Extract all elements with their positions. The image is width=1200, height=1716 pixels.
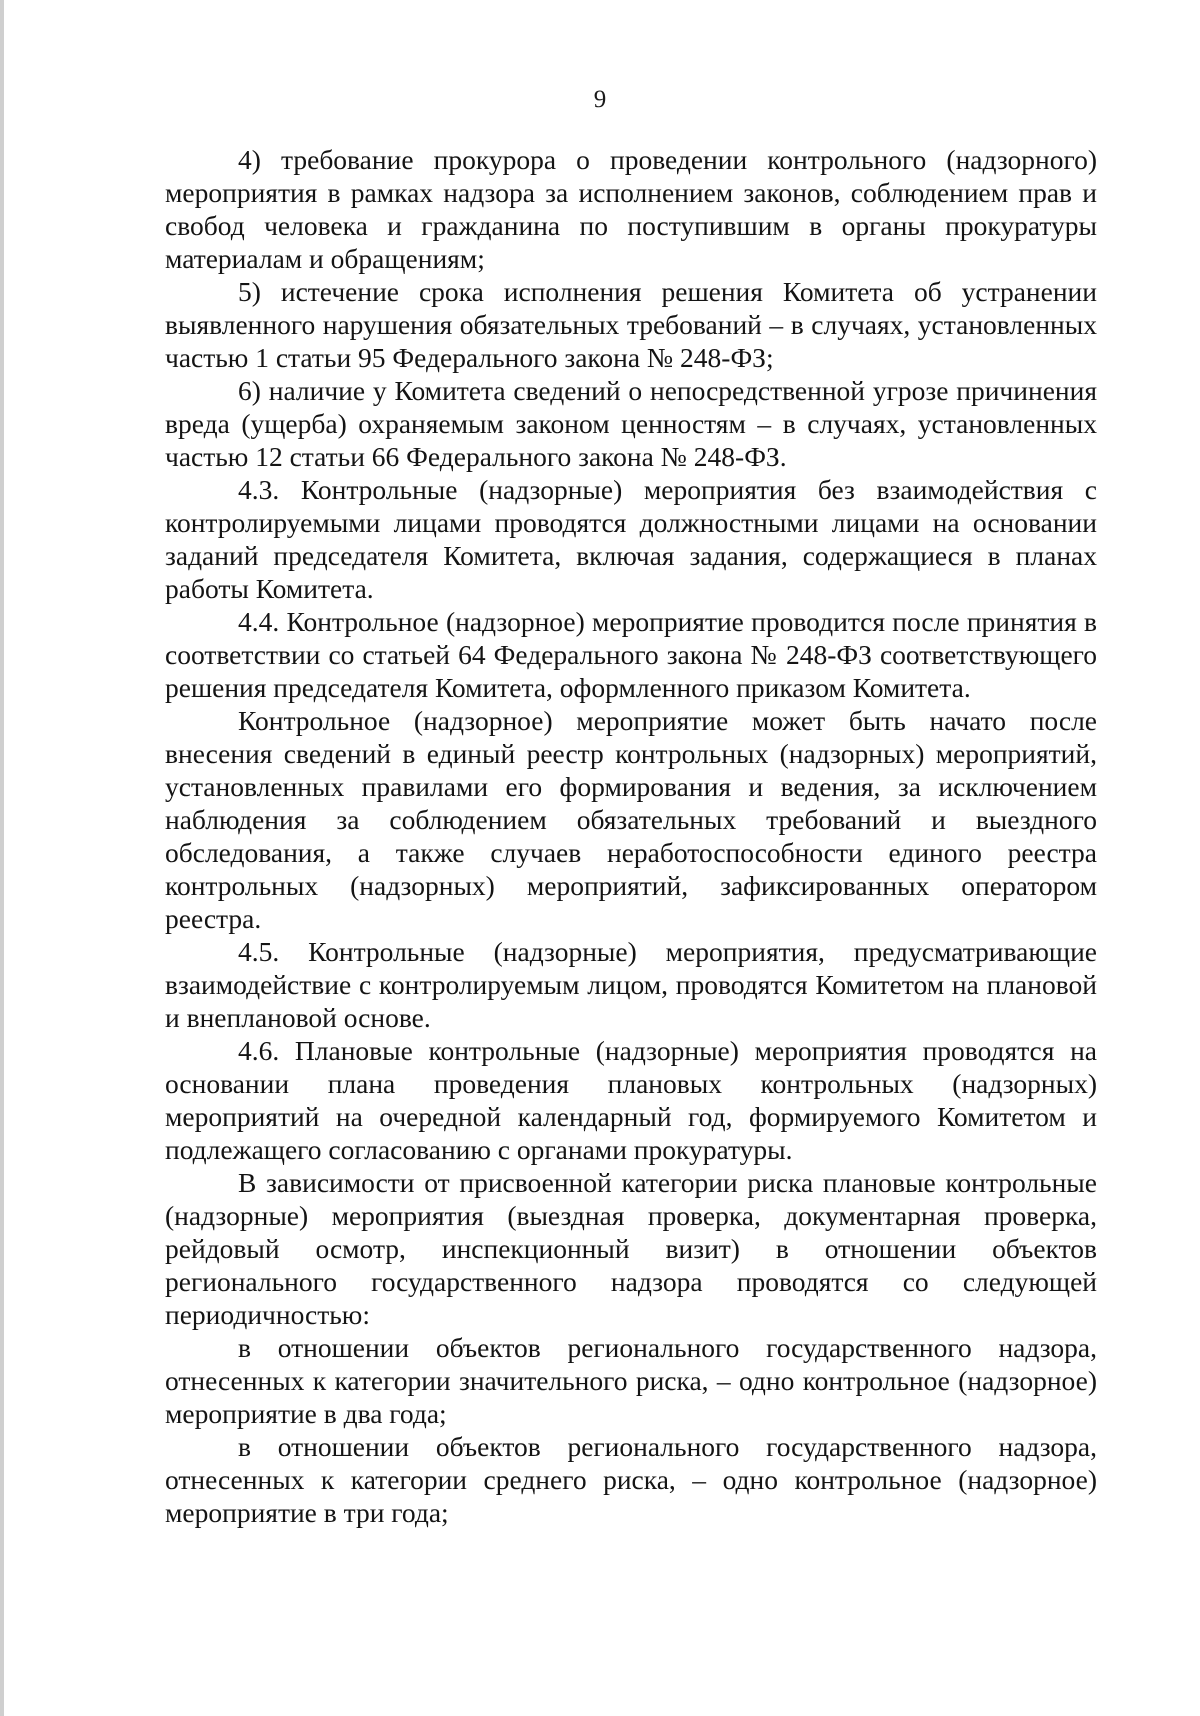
paragraph-item-6: 6) наличие у Комитета сведений о непосредственной угрозе причинения вреда (ущерба) охраняемым законом ценностям – в случаях, установленных частью 12 статьи 66 Федерального закона № 248-ФЗ. — [165, 375, 1097, 472]
page-number: 9 — [593, 86, 607, 113]
scan-edge — [0, 0, 4, 1716]
paragraph-4-4-continued: Контрольное (надзорное) мероприятие может быть начато после внесения сведений в единый реестр контрольных (надзорных) мероприятий, установленных правилами его формирования и ведения, за исключением наблюдения за соблюдением обязательных требований и выездного обследования, а также случаев неработоспособности единого реестра контрольных (надзорных) мероприятий, зафиксированных оператором реестра. — [165, 705, 1097, 934]
paragraph-item-4: 4) требование прокурора о проведении контрольного (надзорного) мероприятия в рамках надзора за исполнением законов, соблюдением прав и свобод человека и гражданина по поступившим в органы прокуратуры материалам и обращениям; — [165, 144, 1097, 274]
paragraph-significant-risk: в отношении объектов регионального государственного надзора, отнесенных к категории значительного риска, – одно контрольное (надзорное) мероприятие в два года; — [165, 1332, 1097, 1429]
paragraph-4-5: 4.5. Контрольные (надзорные) мероприятия, предусматривающие взаимодействие с контролируемым лицом, проводятся Комитетом на плановой и внеплановой основе. — [165, 936, 1097, 1033]
paragraph-risk-periodicity: В зависимости от присвоенной категории риска плановые контрольные (надзорные) мероприятия (выездная проверка, документарная проверка, рейдовый осмотр, инспекционный визит) в отношении объектов регионального государственного надзора проводятся со следующей периодичностью: — [165, 1167, 1097, 1330]
paragraph-4-3: 4.3. Контрольные (надзорные) мероприятия без взаимодействия с контролируемыми лицами проводятся должностными лицами на основании заданий председателя Комитета, включая задания, содержащиеся в планах работы Комитета. — [165, 474, 1097, 604]
paragraph-medium-risk: в отношении объектов регионального государственного надзора, отнесенных к категории среднего риска, – одно контрольное (надзорное) мероприятие в три года; — [165, 1431, 1097, 1528]
paragraph-4-4: 4.4. Контрольное (надзорное) мероприятие проводится после принятия в соответствии со статьей 64 Федерального закона № 248-ФЗ соответствующего решения председателя Комитета, оформленного приказом Комитета. — [165, 606, 1097, 703]
paragraph-4-6: 4.6. Плановые контрольные (надзорные) мероприятия проводятся на основании плана проведения плановых контрольных (надзорных) мероприятий на очередной календарный год, формируемого Комитетом и подлежащего согласованию с органами прокуратуры. — [165, 1035, 1097, 1165]
paragraph-item-5: 5) истечение срока исполнения решения Комитета об устранении выявленного нарушения обязательных требований – в случаях, установленных частью 1 статьи 95 Федерального закона № 248-ФЗ; — [165, 276, 1097, 373]
document-body — [165, 143, 1097, 1529]
